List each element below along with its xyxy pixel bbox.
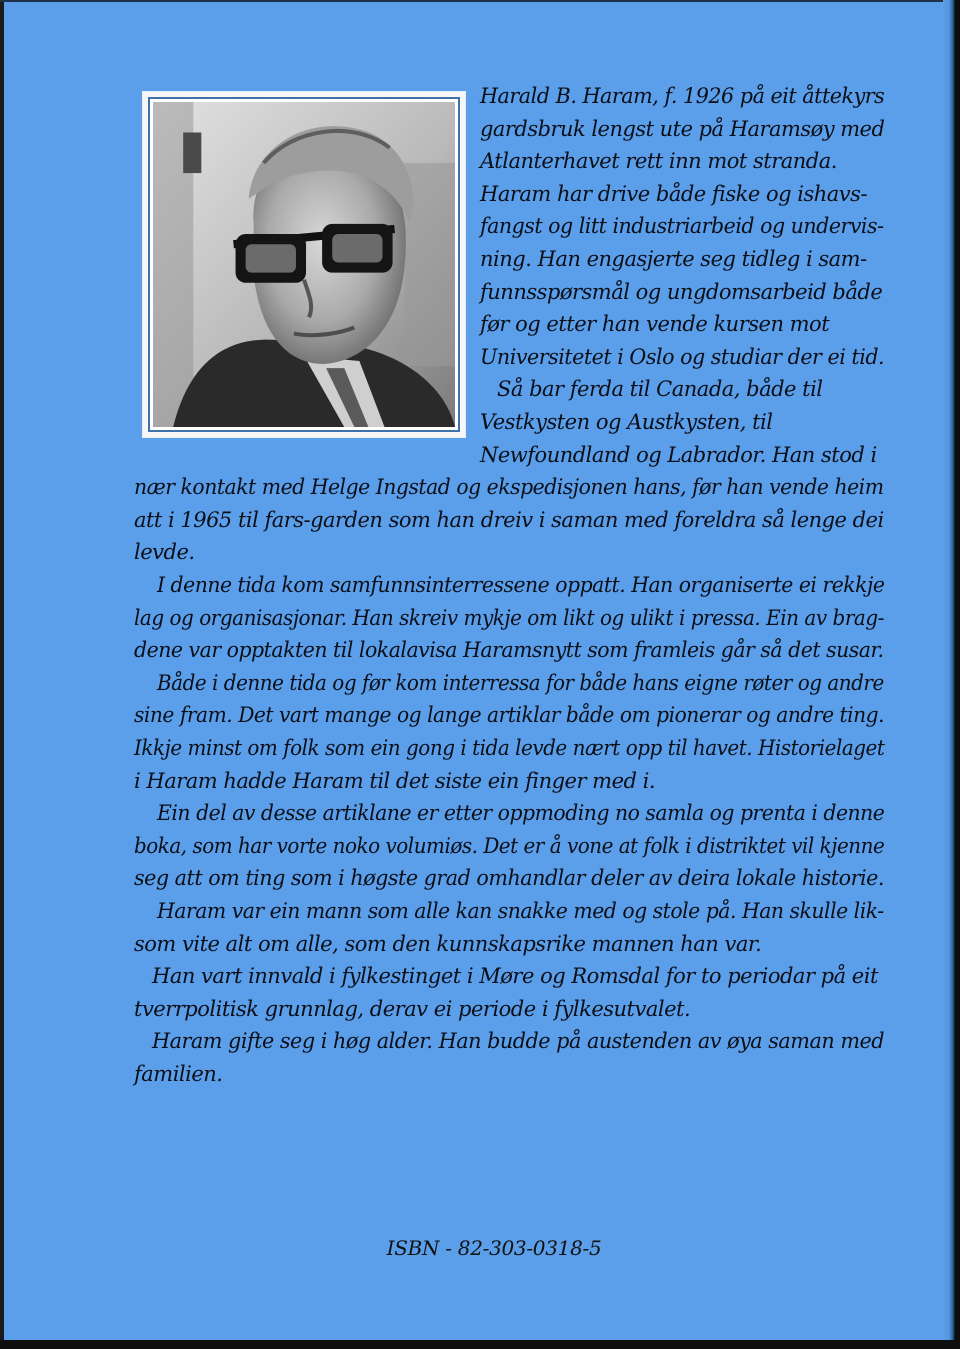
bio-line-29: tverrpolitisk grunnlag, derav ei periode i fylkesutvalet. bbox=[134, 996, 691, 1021]
bio-line-18: dene var opptakten til lokalavisa Haramsnytt som framleis går så det susar. bbox=[134, 638, 884, 663]
bio-line-30: Haram gifte seg i høg alder. Han budde på austenden av øya saman med bbox=[152, 1029, 885, 1054]
bio-line-12: Newfoundland og Labrador. Han stod i bbox=[480, 442, 877, 467]
bio-line-19: Både i denne tida og før kom interressa for både hans eigne røter og andre bbox=[157, 670, 884, 695]
author-photo-frame bbox=[142, 91, 466, 438]
scan-edge-right bbox=[943, 0, 960, 1349]
bio-line-2: gardsbruk lengst ute på Haramsøy med bbox=[480, 116, 885, 141]
bio-line-6: ning. Han engasjerte seg tidleg i sam- bbox=[480, 247, 867, 271]
bio-line-15: levde. bbox=[134, 540, 195, 565]
bio-line-31: familien. bbox=[134, 1062, 223, 1086]
bio-line-5: fangst og litt industriarbeid og undervis- bbox=[480, 214, 884, 239]
bio-line-10: Så bar ferda til Canada, både til bbox=[497, 377, 823, 402]
isbn-number: ISBN - 82-303-0318-5 bbox=[386, 1236, 602, 1260]
bio-line-7: funnsspørsmål og ungdomsarbeid både bbox=[480, 279, 883, 304]
bio-line-20: sine fram. Det vart mange og lange artiklar både om pionerar og andre ting. bbox=[134, 703, 885, 728]
bio-line-26: Haram var ein mann som alle kan snakke med og stole på. Han skulle lik- bbox=[157, 899, 884, 923]
bio-line-3: Atlanterhavet rett inn mot stranda. bbox=[480, 149, 837, 174]
bio-line-9: Universitetet i Oslo og studiar der ei tid. bbox=[480, 344, 885, 369]
bio-line-28: Han vart innvald i fylkestinget i Møre og Romsdal for to periodar på eit bbox=[152, 964, 878, 989]
bio-line-22: i Haram hadde Haram til det siste ein finger med i. bbox=[134, 768, 656, 793]
bio-line-27: som vite alt om alle, som den kunnskapsrike mannen han var. bbox=[134, 931, 762, 956]
bio-line-14: att i 1965 til fars-garden som han dreiv i saman med foreldra så lenge dei bbox=[134, 507, 884, 532]
bio-line-23: Ein del av desse artiklane er etter oppmoding no samla og prenta i denne bbox=[157, 801, 885, 826]
bio-line-24: boka, som har vorte noko volumiøs. Det er å vone at folk i distriktet vil kjenne bbox=[134, 833, 885, 858]
portrait-photo-icon bbox=[153, 102, 455, 427]
bio-line-25: seg att om ting som i høgste grad omhandlar deler av deira lokale historie. bbox=[134, 866, 884, 891]
scan-edge-left bbox=[0, 0, 4, 1349]
scan-edge-top bbox=[0, 0, 960, 2]
bio-line-21: Ikkje minst om folk som ein gong i tida levde nært opp til havet. Historielaget bbox=[134, 736, 885, 760]
bio-line-1: Harald B. Haram, f. 1926 på eit åttekyrs bbox=[480, 84, 885, 108]
bio-line-8: før og etter han vende kursen mot bbox=[480, 312, 830, 337]
bio-line-17: lag og organisasjonar. Han skreiv mykje om likt og ulikt i pressa. Ein av brag- bbox=[134, 605, 884, 630]
bio-line-11: Vestkysten og Austkysten, til bbox=[480, 410, 773, 434]
bio-line-16: I denne tida kom samfunnsinterressene oppatt. Han organiserte ei rekkje bbox=[157, 573, 885, 597]
author-photo-border bbox=[148, 97, 460, 432]
bio-line-4: Haram har drive både fiske og ishavs- bbox=[480, 181, 868, 206]
scan-edge-bottom bbox=[0, 1340, 960, 1349]
bio-line-13: nær kontakt med Helge Ingstad og ekspedisjonen hans, før han vende heim bbox=[134, 475, 884, 500]
